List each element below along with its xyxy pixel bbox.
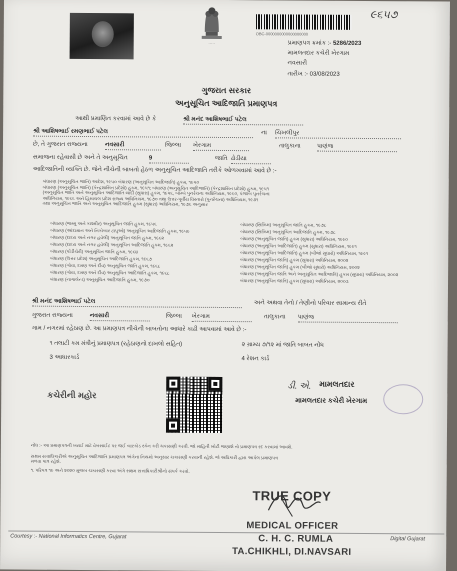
caste-number: 9 xyxy=(149,155,189,163)
date-label: તારીખ :- xyxy=(287,71,309,78)
basis-item: ૧ તલાટી કમ મંત્રીનું પ્રમાણપત્ર (રહેઠાણનો દાખલો સહિત) xyxy=(49,340,183,348)
residence-district: નવસારી xyxy=(90,313,150,321)
intro-text: આથી પ્રમાણિત કરવામાં આવે છે કે xyxy=(75,115,157,123)
orders-list-left xyxy=(50,221,210,285)
caste-name: ઢોડીયા xyxy=(231,156,271,164)
list-item: બંધારણ (દાદરા અને નગર હવેલી) અનુસૂચિત આદિજાતિ હુકમ, ૧૯૬૨ xyxy=(50,241,174,248)
date-row xyxy=(287,71,339,78)
qr-finder xyxy=(166,419,180,433)
list-item: બંધારણ (ગોવા, દમણ અને દીવ) અનુસૂચિત જાતિ હુકમ, ૧૯૬૮ xyxy=(50,262,161,269)
list-item: બંધારણ (ગોવા, દમણ અને દીવ) અનુસૂચિત આદિજાતિ હુકમ, ૧૯૬૮ xyxy=(50,269,170,276)
list-item: બંધારણ (આંદામાન અને નિકોબાર ટાપુઓ) અનુસૂચિત આદિજાતિ હુકમ, ૧૯૫૯ xyxy=(50,227,190,234)
village-name: ચિખલીપુર xyxy=(275,130,401,139)
list-item: બંધારણ (નાગાલેન્ડ) અનુસૂચિત આદિજાતિ હુકમ, ૧૯૭૦ xyxy=(50,276,150,283)
act-line: બંધારણ (અનુસૂચિત જાતિ) આદેશ, ૧૯૫૦ બંધારણ (અનુસૂચિત આદિજાતિ) હુકમ, ૧૯૫૦ xyxy=(42,178,200,185)
list-item: બંધારણ (પોંડીચેરી) અનુસૂચિત જાતિ હુકમ, ૧૯૬૪ xyxy=(50,248,139,255)
district-label: જિલ્લા xyxy=(164,142,182,149)
act-line: (અનુસૂચિત જાતિ અને અનુસૂચિત આદિજાતિ યાદી (સુધારા) હુકમ, ૧૯૫૬, બોમ્બે પુનર્રચના અધિનિયમ, ૧૯૬૦, પંજાબ પુનર્રચના xyxy=(42,189,270,197)
ref-label: ના xyxy=(261,130,268,137)
caste-label: સમાજના રહેવાસી છે અને તે અનુસૂચિત xyxy=(32,154,128,162)
svg-text:·····: ····· xyxy=(208,40,216,46)
cert-number-label: પ્રમાણપત્ર ક્રમાંક :- xyxy=(287,40,332,47)
issuer-line: મામલતદાર કચેરી ખેરગામ xyxy=(287,50,350,57)
office-seal-label: કચેરીની મહોર xyxy=(47,389,97,401)
note-line: સક્ષમ સત્તાધિકારીએ અનુસૂચિત આદિજાતિ પ્રમાણપત્ર અંગેના નિયમો અનુસાર ચકાસણી કરવાની રહેશે. જે અધિકારી દ્વારા આપેલ પ્રમાણપત્ર xyxy=(30,453,278,460)
applicant-name-top: શ્રી મનંદ આશિષભાઈ પટેલ xyxy=(183,117,303,126)
barcode-text: OBC-0000000000000000000 xyxy=(255,31,309,37)
list-item: બંધારણ (દાદરા અને નગર હવેલી) અનુસૂચિત જાતિ હુકમ, ૧૯૬૨ xyxy=(50,234,165,241)
district-value: નવસારી xyxy=(105,142,161,150)
footer-brand: Digital Gujarat xyxy=(390,536,426,543)
list-item: બંધારણ (ઉત્તર પ્રદેશ) અનુસૂચિત આદિજાતિ હુકમ, ૧૯૬૭ xyxy=(50,255,152,262)
list-item: બંધારણ (અનુસૂચિત જાતિ) હુકમ (સુધારા) અધિનિયમ, ૧૯૯૦ xyxy=(240,236,349,242)
father-name: શ્રી આશિષભાઈ રમણભાઈ પટેલ xyxy=(33,129,253,139)
state-label: છે, તે ગુજરાત રાજ્યના xyxy=(32,141,88,149)
residence-right-text: અને અથવા તેનો / તેણીનો પરિવાર સામાન્ય રીતે xyxy=(253,300,367,307)
qr-finder xyxy=(208,377,222,391)
residence-taluka: ખેરગામ xyxy=(192,314,252,322)
list-item: બંધારણ (અનુસૂચિત જાતિ) હુકમ (સુધારા) અધિનિયમ, ૨૦૦૨ xyxy=(240,257,349,263)
village2-value: પાણંજ xyxy=(317,144,397,153)
basis-item: 3 આધારકાર્ડ xyxy=(49,354,80,361)
residence-village: પાણંજ xyxy=(298,315,398,324)
district-line: નવસારી xyxy=(287,60,307,67)
signatory-title: મામલતદાર xyxy=(319,379,355,389)
residence-district-label: જિલ્લા xyxy=(165,313,182,320)
list-item: બંધારણ (અનુસૂચિત આદિજાતિ) હુકમ (બીજો સુધારો) અધિનિયમ, ૧૯૯૧ xyxy=(240,250,369,256)
act-line: બંધારણ (અનુસૂચિત જાતિ) (કેન્દ્રશાસિત પ્રદેશો) હુકમ, ૧૯૫૧; બંધારણ (અનુસૂચિત આદિજાતિ) (કેન્દ્રશાસિત પ્રદેશો) હુકમ, ૧૯૫૧ xyxy=(42,184,269,191)
qr-finder xyxy=(166,377,180,391)
residence-taluka-label: તાલુકાના xyxy=(263,314,286,321)
note-line: મળવા પાત્ર રહેશે. xyxy=(30,458,61,464)
applicant-photo xyxy=(70,13,134,59)
attestation-signature xyxy=(262,488,322,518)
list-item: બંધારણ (અનુસૂચિત આદિજાતિ) હુકમ (સુધારા) અધિનિયમ, ૧૯૯૧ xyxy=(240,243,357,249)
list-item: બંધારણ (જમ્મુ અને કાશ્મીર) અનુસૂચિત જાતિ હુકમ, ૧૯૫૬ xyxy=(50,220,157,227)
national-emblem-icon xyxy=(196,2,228,46)
list-item: બંધારણ (સિક્કિમ) અનુસૂચિત આદિજાતિ હુકમ, ૧૯૭૮ xyxy=(240,229,336,235)
acts-paragraph xyxy=(43,179,413,209)
act-line: અધિનિયમ, ૧૯૬૬ અને હિમાચલ પ્રદેશ રાજ્ય અધિનિયમ, ૧૯૭૦ તથા ઉત્તર-પૂર્વીય વિસ્તારો (પુનર્રચના) અધિનિયમ, ૧૯૭૧ xyxy=(42,195,259,202)
note-line: નોંધ :- આ પ્રમાણપત્રની ખરાઈ માટે વેબસાઈટ પર જઈ બારકોડ સ્કેન કરી ચકાસણી કરવી. જો માહિતી ખોટી જણાશે તો પ્રમાણપત્ર રદ કરવામાં આવશે. xyxy=(30,442,293,450)
list-item: બંધારણ (સિક્કિમ) અનુસૂચિત જાતિ હુકમ, ૧૯૭૮ xyxy=(240,222,327,228)
barcode xyxy=(256,14,352,30)
notes-block xyxy=(31,443,421,476)
attest-line-3: TA.CHIKHLI, DI.NAVSARI xyxy=(232,546,352,558)
caste-suffix: જાતિ xyxy=(214,155,228,163)
attest-line-2: C. H. C. RUMLA xyxy=(258,533,334,545)
note-line: ૧. પરિપત્ર ૧૯ અને ૨૦૨૦ મુજબ ચકાસણી કરવા અંગે સક્ષમ સત્તાધિકારીશ્રીનો સંપર્ક કરવો. xyxy=(30,467,190,474)
orders-list-right xyxy=(240,222,416,286)
doc-title: અનુસૂચિત આદિજાતિ પ્રમાણપત્ર xyxy=(175,98,278,109)
list-item: બંધારણ (અનુસૂચિત જાતિ અને અનુસૂચિત આદિજાતિ) હુકમ (સુધારા) અધિનિયમ, ૨૦૦૨ xyxy=(240,271,399,278)
basis-item: 4 રેશન કાર્ડ xyxy=(241,356,270,363)
true-copy-stamp: TRUE COPY xyxy=(252,488,332,504)
residence-state: ગુજરાત રાજ્યના xyxy=(31,312,73,319)
taluka-label: તાલુકાના xyxy=(278,143,301,150)
cert-number-value: 5286/2023 xyxy=(332,40,362,47)
face-image xyxy=(92,21,114,47)
taluka-value: ખેરગામ xyxy=(193,143,249,151)
attest-line-1: MEDICAL OFFICER xyxy=(246,520,339,532)
signatory-office: મામલતદાર કચેરી ખેરગામ xyxy=(295,397,368,405)
footer-courtesy: Courtesy :- National Informatics Centre, Gujarat xyxy=(10,533,127,541)
basis-item: ૨ ગ્રામ્ય ૭/૧૨ માં જાતિ બાબત નોંધ xyxy=(241,342,324,349)
gov-title: ગુજરાત સરકાર xyxy=(201,85,252,96)
list-item: બંધારણ (અનુસૂચિત જાતિ) હુકમ (બીજો સુધારો) અધિનિયમ, ૨૦૦૨ xyxy=(240,264,360,270)
official-seal xyxy=(383,384,423,414)
basis-text: ગામ / નગરમાં રહેઠાણ છે. આ પ્રમાણપત્ર નીચેની બાબતોના આધારે કાઢી આપવામાં આવે છે :- xyxy=(31,325,247,334)
list-item: બંધારણ (અનુસૂચિત જાતિ) હુકમ (સુધારા) અધિનિયમ, ૨૦૦૩ xyxy=(240,278,349,284)
signature-scribble: ડી. એ. xyxy=(287,380,312,391)
tribe-line: આદિજાતિની વ્યક્તિ છે. જેને નીચેની બાબતો હેઠળ અનુસૂચિત આદિજાતિ તરીકે ઓળખવામાં આવે છે :- xyxy=(32,166,277,175)
qr-code xyxy=(166,377,222,433)
act-line: તથા અનુસૂચિત જાતિ અને અનુસૂચિત આદિજાતિ હુકમ (સુધારા) અધિનિયમ, ૧૯૭૬ અનુસાર xyxy=(42,200,208,207)
date-value: 03/08/2023 xyxy=(309,71,340,78)
residence-name: શ્રી મનંદ આશિષભાઈ પટેલ xyxy=(32,299,242,308)
cert-number-row xyxy=(288,40,362,48)
handwritten-serial: ૯૬૫૭ xyxy=(369,8,398,22)
